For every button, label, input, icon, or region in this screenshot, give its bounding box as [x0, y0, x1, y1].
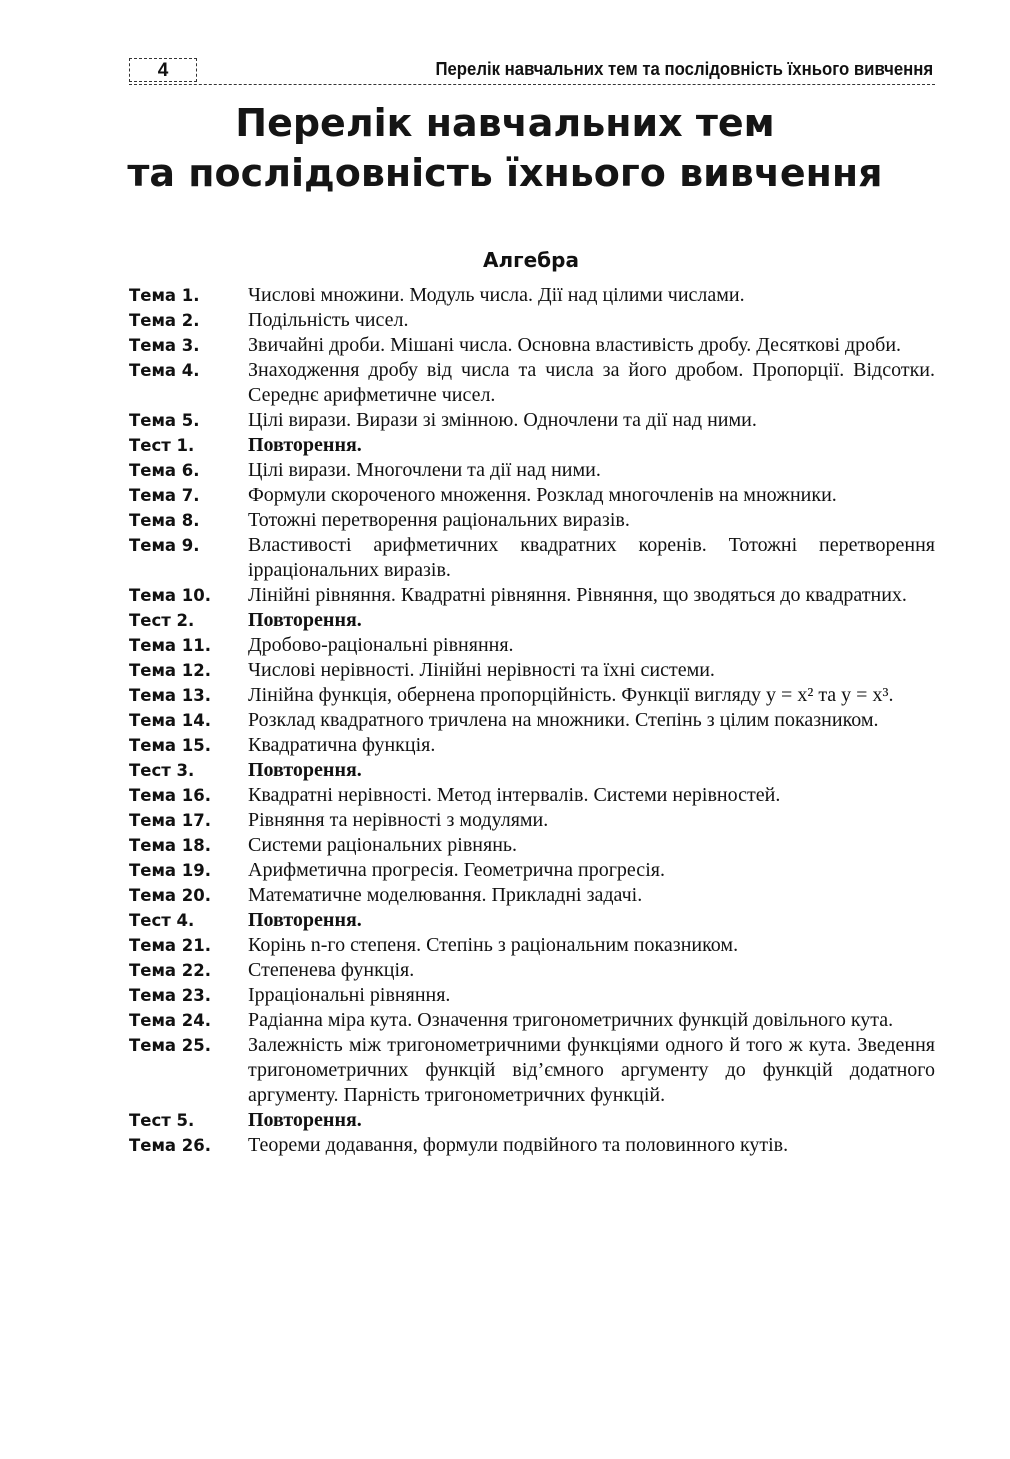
topic-description: Квадратні нерівності. Метод інтервалів. Системи нерівностей.	[248, 784, 781, 806]
section-heading: Алгебра	[483, 248, 579, 272]
topic-description: Дробово-раціональні рівняння.	[248, 634, 514, 656]
topic-label: Тема 2.	[129, 311, 200, 330]
topic-row	[129, 483, 935, 508]
topic-label: Тема 15.	[129, 736, 212, 755]
topic-label: Тест 2.	[129, 611, 195, 630]
topic-label: Тест 3.	[129, 761, 195, 780]
topic-label: Тема 16.	[129, 786, 212, 805]
topic-row	[129, 683, 935, 708]
topic-description: Повторення.	[248, 909, 362, 931]
topic-description: Теореми додавання, формули подвійного та половинного кутів.	[248, 1134, 789, 1156]
topic-label: Тест 5.	[129, 1111, 195, 1130]
topic-row	[129, 1108, 935, 1133]
topic-description: Знаходження дробу від числа та числа за його дробом. Пропорції. Відсотки. Середнє арифметичне чисел.	[248, 359, 935, 406]
topic-description: Степенева функція.	[248, 959, 415, 981]
topic-row	[129, 658, 935, 683]
topic-row	[129, 908, 935, 933]
page-title-line-1: Перелік навчальних тем	[235, 101, 775, 145]
topic-label: Тема 26.	[129, 1136, 212, 1155]
topic-description: Числові множини. Модуль числа. Дії над цілими числами.	[248, 284, 745, 306]
topic-row	[129, 783, 935, 808]
topic-list	[129, 283, 935, 1158]
topic-label: Тема 24.	[129, 1011, 212, 1030]
topic-label: Тема 17.	[129, 811, 212, 830]
topic-description: Повторення.	[248, 609, 362, 631]
topic-description: Лінійні рівняння. Квадратні рівняння. Рівняння, що зводяться до квадратних.	[248, 584, 907, 606]
topic-label: Тема 4.	[129, 361, 200, 380]
topic-row	[129, 883, 935, 908]
topic-description: Звичайні дроби. Мішані числа. Основна властивість дробу. Десяткові дроби.	[248, 334, 902, 356]
topic-label: Тест 1.	[129, 436, 195, 455]
topic-description: Арифметична прогресія. Геометрична прогресія.	[248, 859, 665, 881]
topic-row	[129, 758, 935, 783]
topic-label: Тема 20.	[129, 886, 212, 905]
topic-description: Радіанна міра кута. Означення тригонометричних функцій довільного кута.	[248, 1009, 894, 1031]
topic-description: Залежність між тригонометричними функціями одного й того ж кута. Зведення тригонометричних функцій від’ємного аргументу до функцій додатного аргументу. Парність тригонометричних функцій.	[248, 1034, 935, 1106]
topic-description: Повторення.	[248, 434, 362, 456]
running-title: Перелік навчальних тем та послідовність їхнього вивчення	[435, 59, 933, 79]
topic-label: Тема 8.	[129, 511, 200, 530]
topic-description: Квадратична функція.	[248, 734, 436, 756]
topic-row	[129, 583, 935, 608]
topic-row	[129, 833, 935, 858]
topic-row	[129, 608, 935, 633]
topic-row	[129, 333, 935, 358]
topic-label: Тема 13.	[129, 686, 212, 705]
topic-row	[129, 458, 935, 483]
topic-label: Тема 7.	[129, 486, 200, 505]
topic-row	[129, 733, 935, 758]
topic-row	[129, 983, 935, 1008]
topic-row	[129, 708, 935, 733]
topic-label: Тема 23.	[129, 986, 212, 1005]
topic-row	[129, 308, 935, 333]
topic-description: Цілі вирази. Многочлени та дії над ними.	[248, 459, 601, 481]
topic-label: Тема 9.	[129, 536, 200, 555]
topic-row	[129, 933, 935, 958]
topic-label: Тема 5.	[129, 411, 200, 430]
topic-description: Повторення.	[248, 759, 362, 781]
topic-label: Тема 18.	[129, 836, 212, 855]
topic-label: Тема 12.	[129, 661, 212, 680]
topic-label: Тема 19.	[129, 861, 212, 880]
topic-description: Рівняння та нерівності з модулями.	[248, 809, 549, 831]
page-title	[0, 98, 1010, 198]
topic-row	[129, 1133, 935, 1158]
topic-label: Тема 10.	[129, 586, 212, 605]
topic-row	[129, 433, 935, 458]
topic-description: Системи раціональних рівнянь.	[248, 834, 518, 856]
topic-row	[129, 508, 935, 533]
topic-label: Тема 22.	[129, 961, 212, 980]
topic-row	[129, 1008, 935, 1033]
topic-label: Тема 25.	[129, 1036, 212, 1055]
topic-description: Ірраціональні рівняння.	[248, 984, 451, 1006]
topic-description: Властивості арифметичних квадратних коренів. Тотожні перетворення ірраціональних виразів.	[248, 534, 935, 581]
topic-description: Розклад квадратного тричлена на множники. Степінь з цілим показником.	[248, 709, 879, 731]
topic-description: Числові нерівності. Лінійні нерівності та їхні системи.	[248, 659, 715, 681]
page-number: 4	[129, 58, 197, 82]
topic-row	[129, 633, 935, 658]
topic-description: Подільність чисел.	[248, 309, 409, 331]
topic-row	[129, 358, 935, 408]
topic-row	[129, 808, 935, 833]
topic-row	[129, 1033, 935, 1108]
topic-row	[129, 858, 935, 883]
topic-description: Корінь n-го степеня. Степінь з раціональним показником.	[248, 934, 739, 956]
topic-label: Тема 14.	[129, 711, 212, 730]
topic-row	[129, 408, 935, 433]
topic-label: Тема 6.	[129, 461, 200, 480]
topic-row	[129, 283, 935, 308]
topic-row	[129, 958, 935, 983]
topic-description: Математичне моделювання. Прикладні задачі.	[248, 884, 643, 906]
topic-label: Тема 1.	[129, 286, 200, 305]
topic-description: Тотожні перетворення раціональних виразів.	[248, 509, 630, 531]
topic-label: Тема 21.	[129, 936, 212, 955]
topic-description: Формули скороченого множення. Розклад многочленів на множники.	[248, 484, 837, 506]
topic-description: Лінійна функція, обернена пропорційність. Функції вигляду y = x² та y = x³.	[248, 684, 894, 706]
topic-description: Цілі вирази. Вирази зі змінною. Одночлени та дії над ними.	[248, 409, 757, 431]
topic-label: Тема 11.	[129, 636, 212, 655]
topic-description: Повторення.	[248, 1109, 362, 1131]
topic-label: Тест 4.	[129, 911, 195, 930]
topic-row	[129, 533, 935, 583]
topic-label: Тема 3.	[129, 336, 200, 355]
page-title-line-2: та послідовність їхнього вивчення	[127, 151, 883, 195]
running-header	[129, 58, 935, 85]
